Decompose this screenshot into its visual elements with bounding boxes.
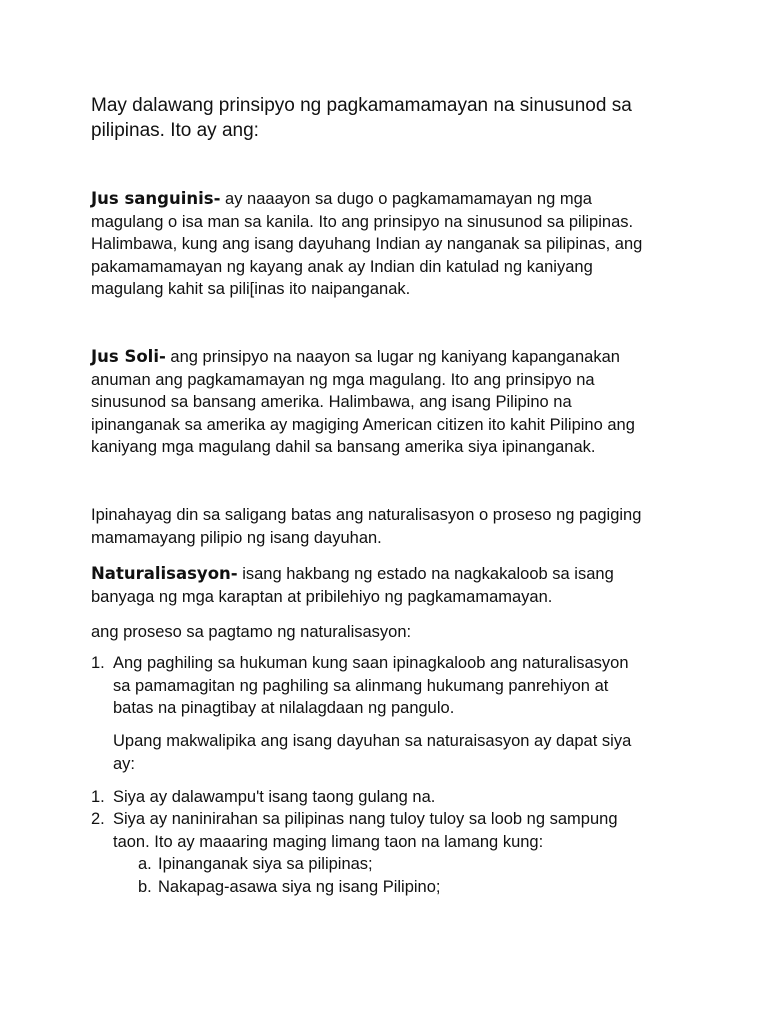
paragraph-line: sinusunod sa bansang amerika. Halimbawa, ang isang Pilipino na: [91, 393, 572, 411]
paragraph-line: banyaga ng mga karaptan at pribilehiyo ng pagkamamamayan.: [91, 587, 553, 606]
paragraph-line: magulang o isa man sa kanila. Ito ang prinsipyo na sinusunod sa pilipinas.: [91, 212, 634, 231]
paragraph-line: Ipinahayag din sa saligang batas ang naturalisasyon o proseso ng pagiging: [91, 506, 642, 524]
sub-list-marker: a.: [138, 855, 152, 873]
paragraph-line: pakamamamayan ng kayang anak ay Indian din katulad ng kaniyang: [91, 257, 593, 276]
list-item-line: Siya ay dalawampu't isang taong gulang na.: [113, 788, 436, 806]
list-item-line: sa pamamagitan ng paghiling sa alinmang hukumang panrehiyon at: [113, 676, 609, 695]
proseso-heading: ang proseso sa pagtamo ng naturalisasyon:: [91, 623, 412, 641]
list-number: 1.: [91, 788, 105, 806]
paragraph-line: ipinanganak sa amerika ay magiging American citizen ito kahit Pilipino ang: [91, 415, 635, 434]
list-item: [113, 808, 693, 853]
intro-line: pilipinas. Ito ay ang:: [91, 120, 259, 141]
list-item-line: Siya ay naninirahan sa pilipinas nang tuloy tuloy sa loob ng sampung: [113, 810, 618, 828]
jus-sanguinis-paragraph: [91, 188, 691, 301]
sub-list-marker: b.: [138, 878, 152, 896]
paragraph-line: [91, 563, 691, 586]
term-jus-sanguinis: Jus sanguinis-: [91, 189, 221, 208]
sub-list-item: Ipinanganak siya sa pilipinas;: [158, 855, 373, 873]
paragraph-text: ay naaayon sa dugo o pagkamamamayan ng mga: [220, 190, 592, 208]
term-naturalisasyon: Naturalisasyon-: [91, 564, 238, 583]
naturalisasyon-paragraph: [91, 563, 691, 608]
qualification-paragraph: [113, 730, 693, 775]
paragraph-line: mamamayang pilipio ng isang dayuhan.: [91, 528, 382, 547]
paragraph-line: kaniyang mga magulang dahil sa bansang amerika siya ipinanganak.: [91, 438, 596, 456]
paragraph-line: magulang kahit sa pili[inas ito naipanganak.: [91, 280, 411, 298]
list-item: [113, 652, 693, 720]
list-item-line: batas na pinagtibay at nilalagdaan ng pangulo.: [113, 699, 455, 717]
paragraph-line: Halimbawa, kung ang isang dayuhang Indian ay nanganak sa pilipinas, ang: [91, 235, 643, 253]
list-number: 1.: [91, 654, 105, 672]
intro-line: May dalawang prinsipyo ng pagkamamamayan na sinusunod sa: [91, 95, 632, 116]
list-item: [113, 786, 693, 809]
term-jus-soli: Jus Soli-: [91, 347, 166, 366]
paragraph-text: isang hakbang ng estado na nagkakaloob sa isang: [237, 565, 614, 583]
paragraph-line: Upang makwalipika ang isang dayuhan sa naturaisasyon ay dapat siya: [113, 732, 632, 750]
jus-soli-paragraph: [91, 346, 691, 459]
paragraph-text: ang prinsipyo na naayon sa lugar ng kaniyang kapanganakan: [165, 348, 620, 366]
ipinahayag-paragraph: [91, 504, 691, 549]
list-number: 2.: [91, 810, 105, 828]
sub-list-item: Nakapag-asawa siya ng isang Pilipino;: [158, 878, 441, 896]
intro-paragraph: [91, 93, 691, 143]
paragraph-line: ay:: [113, 754, 136, 773]
paragraph-line: [91, 346, 691, 369]
list-item-line: taon. Ito ay maaaring maging limang taon na lamang kung:: [113, 832, 544, 851]
paragraph-line: anuman ang pagkamamayan ng mga magulang. Ito ang prinsipyo na: [91, 370, 595, 389]
list-item-line: Ang paghiling sa hukuman kung saan ipinagkaloob ang naturalisasyon: [113, 654, 629, 672]
paragraph-line: [91, 188, 691, 211]
